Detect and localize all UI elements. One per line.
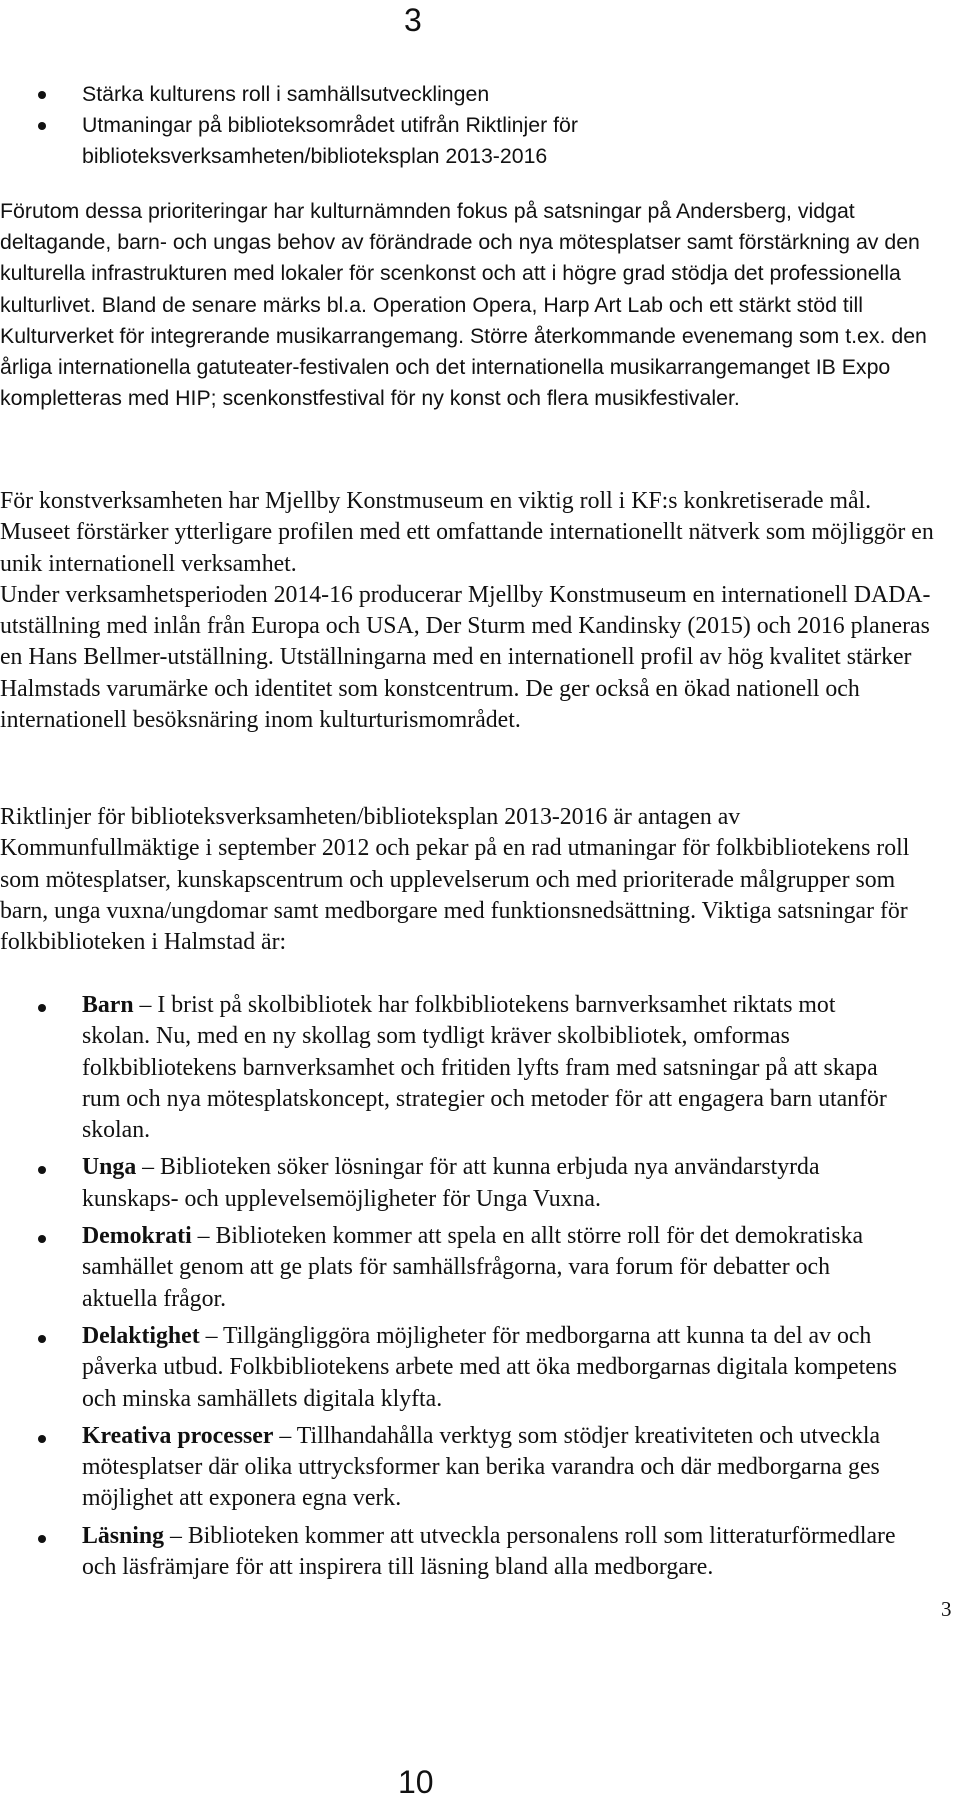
list-item: Utmaningar på biblioteksområdet utifrån Riktlinjer för biblioteksverksamheten/biblioteksplan 2013-2016 (0, 110, 900, 172)
page-number-bottom: 10 (398, 1764, 434, 1800)
item-text: – Biblioteken kommer att spela en allt större roll för det demokratiska samhället genom att ge plats för samhällsfrågorna, vara forum för debatter och aktuella frågor. (82, 1223, 864, 1312)
item-text: – Tillgängliggöra möjligheter för medborgarna att kunna ta del av och påverka utbud. Folkbibliotekens arbete med att öka medborgarnas digitala kompetens och minska samhällets digitala klyfta. (82, 1322, 898, 1412)
list-item (0, 1421, 900, 1515)
library-priorities-list (0, 990, 900, 1583)
item-term: Kreativa processer (82, 1422, 274, 1449)
bullet-list-top (0, 79, 900, 173)
konst-paragraph-1: För konstverksamheten har Mjellby Konstmuseum en viktig roll i KF:s konkretiserade mål. Museet förstärker ytterligare profilen med ett omfattande internationellt nätverk som möjliggör en unik internationell verksamhet. (0, 488, 934, 577)
item-term: Demokrati (82, 1223, 192, 1250)
item-text: – Biblioteken söker lösningar för att kunna erbjuda nya användarstyrda kunskaps- och upplevelsemöjligheter för Unga Vuxna. (82, 1154, 820, 1212)
riktlinjer-paragraph: Riktlinjer för biblioteksverksamheten/biblioteksplan 2013-2016 är antagen av Kommunfullmäktige i september 2012 och pekar på en rad utmaningar för folkbibliotekens roll som mötesplatser, kunskapscentrum och upplevelserum och med prioriterade målgrupper som barn, unga vuxna/ungdomar samt medborgare med funktionsnedsättning. Viktiga satsningar för folkbiblioteken i Halmstad är: (0, 804, 910, 956)
item-term: Barn (82, 992, 134, 1018)
item-text: – Tillhandahålla verktyg som stödjer kreativiteten och utveckla mötesplatser där olika uttrycksformer kan berika varandra och där medborgarna ges möjlighet att exponera egna verk. (82, 1422, 881, 1512)
list-item (0, 1221, 900, 1315)
page-number-top: 3 (404, 2, 422, 38)
konst-section (0, 486, 940, 736)
list-item (0, 1152, 900, 1215)
konst-paragraph-2: Under verksamhetsperioden 2014-16 producerar Mjellby Konstmuseum en internationell DADA-utställning med inlån från Europa och USA, Der Sturm med Kandinsky (2015) och 2016 planeras en Hans Bellmer-utställning. Utställningarna med en internationell profil av hög kvalitet stärker Halmstads varumärke och identitet som konstcentrum. De ger också en ökad nationell och internationell besöksnäring inom kulturturismområdet. (0, 581, 931, 734)
list-item (0, 1321, 900, 1415)
list-item: Stärka kulturens roll i samhällsutvecklingen (0, 79, 900, 110)
page-number-right: 3 (941, 1597, 952, 1621)
item-term: Delaktighet (82, 1322, 200, 1349)
item-term: Läsning (82, 1522, 165, 1549)
list-item (0, 1521, 900, 1584)
item-text: – I brist på skolbibliotek har folkbibliotekens barnverksamhet riktats mot skolan. Nu, med en ny skollag som tydligt kräver skolbibliotek, omformas folkbibliotekens barnverksamhet och fritiden lyfts fram med satsningar på att skapa rum och nya mötesplatskoncept, strategier och metoder för att engagera barn utanför skolan. (82, 992, 887, 1144)
intro-paragraph: Förutom dessa prioriteringar har kulturnämnden fokus på satsningar på Andersberg, vidgat deltagande, barn- och ungas behov av förändrade och nya mötesplatser samt förstärkning av den kulturella infrastrukturen med lokaler för scenkonst och att i högre grad stödja det professionella kulturlivet. Bland de senare märks bl.a. Operation Opera, Harp Art Lab och ett stärkt stöd till Kulturverket för integrerande musikarrangemang. Större återkommande evenemang som t.ex. den årliga internationella gatuteater-festivalen och det internationella musikarrangemanget IB Expo kompletteras med HIP; scenkonstfestival för ny konst och flera musikfestivaler. (0, 199, 927, 411)
list-item (0, 990, 900, 1146)
item-term: Unga (82, 1154, 137, 1181)
item-text: – Biblioteken kommer att utveckla personalens roll som litteraturförmedlare och läsfrämjare för att inspirera till läsning bland alla medborgare. (82, 1522, 896, 1581)
